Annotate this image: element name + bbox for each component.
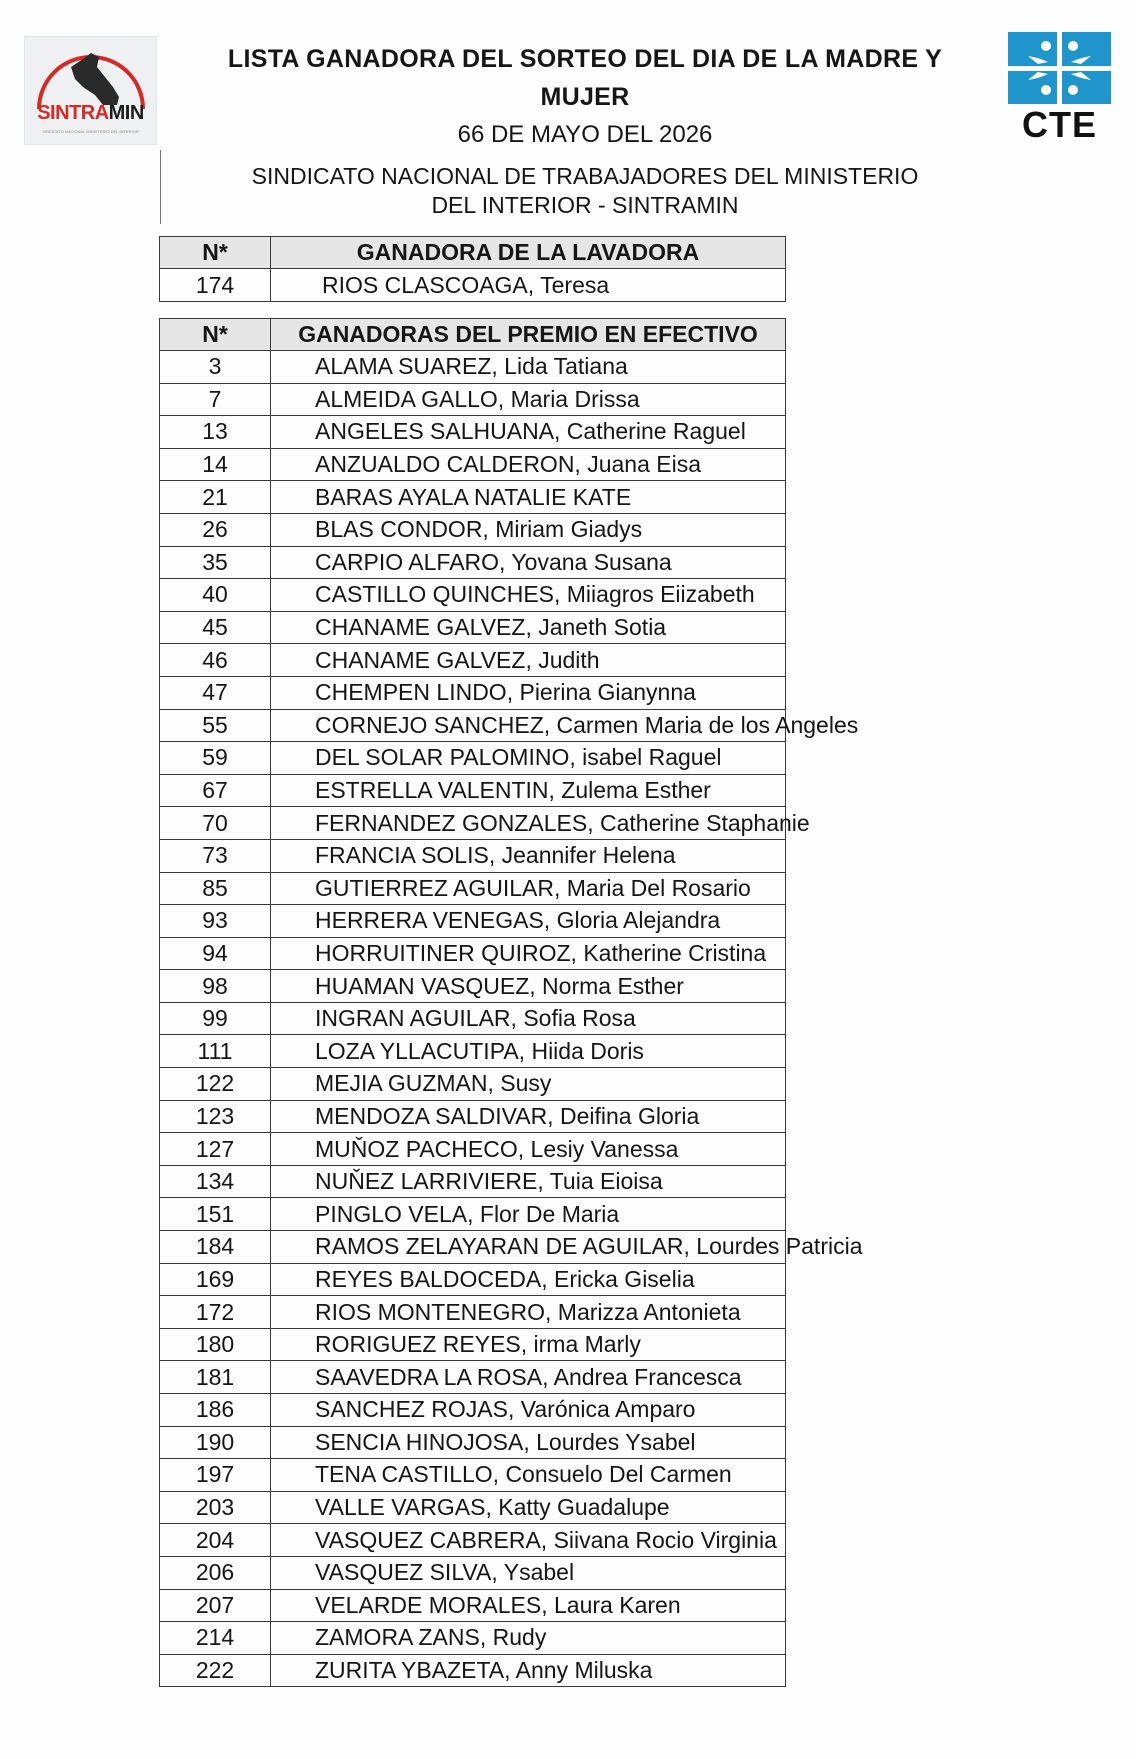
table-row — [160, 1556, 786, 1589]
winner-name: VELARDE MORALES, Laura Karen — [271, 1589, 786, 1622]
cash-prize-winners-table — [159, 318, 863, 1687]
sintramin-wordmark: SINTRAMIN — [37, 102, 144, 124]
winner-name: CHEMPEN LINDO, Pierina Gianynna — [271, 676, 786, 709]
winner-name: ANGELES SALHUANA, Catherine Raguel — [271, 416, 786, 449]
winner-name: VASQUEZ SILVA, Ysabel — [271, 1556, 786, 1589]
column-header-number: N* — [160, 237, 271, 269]
table-row — [160, 546, 786, 579]
winner-number: 40 — [160, 579, 271, 612]
title-line-2: MUJER — [540, 83, 630, 111]
winner-number: 26 — [160, 513, 271, 546]
table-row — [160, 1068, 786, 1101]
winner-number: 46 — [160, 644, 271, 677]
table-row — [160, 1589, 786, 1622]
table-row — [160, 513, 786, 546]
winner-name: REYES BALDOCEDA, Ericka Giselia — [271, 1263, 786, 1296]
table-row — [160, 1654, 786, 1687]
winner-name: HERRERA VENEGAS, Gloria Alejandra — [271, 905, 786, 938]
table-row — [160, 970, 786, 1003]
union-line-1: SINDICATO NACIONAL DE TRABAJADORES DEL MINISTERIO — [251, 163, 919, 189]
winner-number: 127 — [160, 1133, 271, 1166]
peru-map-arc-icon — [25, 37, 156, 144]
table-row — [160, 872, 786, 905]
winner-name: PINGLO VELA, Flor De Maria — [271, 1198, 786, 1231]
winner-name: LOZA YLLACUTIPA, Hiida Doris — [271, 1035, 786, 1068]
winner-name: MEJIA GUZMAN, Susy — [271, 1068, 786, 1101]
cte-logo — [1008, 32, 1111, 145]
table-row — [160, 1133, 786, 1166]
winner-name: ALAMA SUAREZ, Lida Tatiana — [271, 351, 786, 384]
winner-number: 203 — [160, 1491, 271, 1524]
header-divider — [160, 150, 161, 224]
winner-name: RORIGUEZ REYES, irma Marly — [271, 1328, 786, 1361]
winner-number: 180 — [160, 1328, 271, 1361]
table-row — [160, 644, 786, 677]
sintramin-logo — [24, 36, 157, 145]
table-row — [160, 1622, 786, 1655]
table-row — [160, 1035, 786, 1068]
winner-number: 67 — [160, 774, 271, 807]
winner-number: 151 — [160, 1198, 271, 1231]
winner-name: SANCHEZ ROJAS, Varónica Amparo — [271, 1394, 786, 1427]
table-row — [160, 1361, 786, 1394]
winner-number: 55 — [160, 709, 271, 742]
winner-number: 14 — [160, 448, 271, 481]
table-row — [160, 1165, 786, 1198]
winner-name: MENDOZA SALDIVAR, Deifina Gloria — [271, 1100, 786, 1133]
table-row — [160, 709, 786, 742]
table-row — [160, 1491, 786, 1524]
winner-number: 174 — [160, 269, 271, 302]
winner-name: ZURITA YBAZETA, Anny Miluska — [271, 1654, 786, 1687]
table-row — [160, 1394, 786, 1427]
winner-number: 172 — [160, 1296, 271, 1329]
winner-number: 13 — [160, 416, 271, 449]
winner-name: ALMEIDA GALLO, Maria Drissa — [271, 383, 786, 416]
winner-number: 99 — [160, 1002, 271, 1035]
winner-name: CARPIO ALFARO, Yovana Susana — [271, 546, 786, 579]
table-row — [160, 676, 786, 709]
winner-name: VASQUEZ CABRERA, Siivana Rocio Virginia — [271, 1524, 786, 1557]
winner-name: ANZUALDO CALDERON, Juana Eisa — [271, 448, 786, 481]
table-row — [160, 905, 786, 938]
winner-number: 222 — [160, 1654, 271, 1687]
winner-number: 35 — [160, 546, 271, 579]
winner-name: RAMOS ZELAYARAN DE AGUILAR, Lourdes Patricia — [271, 1231, 786, 1264]
table-row — [160, 579, 786, 612]
winner-number: 186 — [160, 1394, 271, 1427]
winner-number: 181 — [160, 1361, 271, 1394]
title-line-1: LISTA GANADORA DEL SORTEO DEL DIA DE LA MADRE Y — [227, 45, 943, 73]
union-line-2: DEL INTERIOR - SINTRAMIN — [431, 192, 739, 218]
winner-number: 70 — [160, 807, 271, 840]
table-row — [160, 481, 786, 514]
table-row — [160, 351, 786, 384]
winner-name: HORRUITINER QUIROZ, Katherine Cristina — [271, 937, 786, 970]
union-name — [180, 162, 990, 220]
winner-name: FERNANDEZ GONZALES, Catherine Staphanie — [271, 807, 786, 840]
winner-number: 21 — [160, 481, 271, 514]
winner-name: GUTIERREZ AGUILAR, Maria Del Rosario — [271, 872, 786, 905]
table-row — [160, 839, 786, 872]
table-row — [160, 774, 786, 807]
winner-number: 122 — [160, 1068, 271, 1101]
table-row — [160, 807, 786, 840]
table-row — [160, 1198, 786, 1231]
winner-name: CORNEJO SANCHEZ, Carmen Maria de los Angeles — [271, 709, 786, 742]
table-row — [160, 383, 786, 416]
winner-name: SENCIA HINOJOSA, Lourdes Ysabel — [271, 1426, 786, 1459]
winner-number: 47 — [160, 676, 271, 709]
winner-number: 85 — [160, 872, 271, 905]
cte-emblem-icon — [1008, 32, 1111, 104]
table-header-row — [160, 319, 786, 351]
winner-name: HUAMAN VASQUEZ, Norma Esther — [271, 970, 786, 1003]
table-row — [160, 448, 786, 481]
cte-wordmark: CTE — [1022, 104, 1097, 145]
winner-number: 73 — [160, 839, 271, 872]
table-row — [160, 1002, 786, 1035]
column-header-number: N* — [160, 319, 271, 351]
winner-name: RIOS MONTENEGRO, Marizza Antonieta — [271, 1296, 786, 1329]
table-row — [160, 1263, 786, 1296]
table-row — [160, 742, 786, 775]
winner-name: CASTILLO QUINCHES, Miiagros Eiizabeth — [271, 579, 786, 612]
column-header-winner: GANADORA DE LA LAVADORA — [271, 237, 786, 269]
winner-number: 197 — [160, 1459, 271, 1492]
winner-number: 206 — [160, 1556, 271, 1589]
table-row — [160, 1231, 786, 1264]
winner-name: ESTRELLA VALENTIN, Zulema Esther — [271, 774, 786, 807]
winner-number: 134 — [160, 1165, 271, 1198]
winner-number: 3 — [160, 351, 271, 384]
winner-number: 45 — [160, 611, 271, 644]
winner-name: MUŇOZ PACHECO, Lesiy Vanessa — [271, 1133, 786, 1166]
winner-name: BLAS CONDOR, Miriam Giadys — [271, 513, 786, 546]
table-row — [160, 937, 786, 970]
table-row — [160, 611, 786, 644]
winner-number: 7 — [160, 383, 271, 416]
winner-name: TENA CASTILLO, Consuelo Del Carmen — [271, 1459, 786, 1492]
winner-number: 123 — [160, 1100, 271, 1133]
document-title — [180, 40, 990, 116]
column-header-winner: GANADORAS DEL PREMIO EN EFECTIVO — [271, 319, 786, 351]
winner-name: ZAMORA ZANS, Rudy — [271, 1622, 786, 1655]
winner-number: 214 — [160, 1622, 271, 1655]
winner-name: VALLE VARGAS, Katty Guadalupe — [271, 1491, 786, 1524]
winner-number: 93 — [160, 905, 271, 938]
winner-number: 59 — [160, 742, 271, 775]
winner-name: NUŇEZ LARRIVIERE, Tuia Eioisa — [271, 1165, 786, 1198]
table-row — [160, 1328, 786, 1361]
sintramin-tagline: SINDICATO NACIONAL MINISTERIO DEL INTERIOR — [42, 129, 139, 134]
draw-date: 66 DE MAYO DEL 2026 — [457, 121, 713, 148]
winner-name: BARAS AYALA NATALIE KATE — [271, 481, 786, 514]
winner-name: DEL SOLAR PALOMINO, isabel Raguel — [271, 742, 786, 775]
winner-number: 98 — [160, 970, 271, 1003]
winner-name: FRANCIA SOLIS, Jeannifer Helena — [271, 839, 786, 872]
winner-name: RIOS CLASCOAGA, Teresa — [271, 269, 786, 302]
table-row — [160, 1426, 786, 1459]
winner-number: 190 — [160, 1426, 271, 1459]
winner-name: SAAVEDRA LA ROSA, Andrea Francesca — [271, 1361, 786, 1394]
winner-number: 169 — [160, 1263, 271, 1296]
table-row — [160, 1100, 786, 1133]
winner-number: 207 — [160, 1589, 271, 1622]
table-row — [160, 1296, 786, 1329]
washer-winner-table — [159, 236, 786, 302]
winner-number: 184 — [160, 1231, 271, 1264]
winner-number: 204 — [160, 1524, 271, 1557]
table-row — [160, 1459, 786, 1492]
winner-name: CHANAME GALVEZ, Judith — [271, 644, 786, 677]
winner-number: 111 — [160, 1035, 271, 1068]
winner-name: INGRAN AGUILAR, Sofia Rosa — [271, 1002, 786, 1035]
table-header-row — [160, 237, 786, 269]
table-row — [160, 269, 786, 302]
winner-name: CHANAME GALVEZ, Janeth Sotia — [271, 611, 786, 644]
table-row — [160, 416, 786, 449]
winner-number: 94 — [160, 937, 271, 970]
table-row — [160, 1524, 786, 1557]
